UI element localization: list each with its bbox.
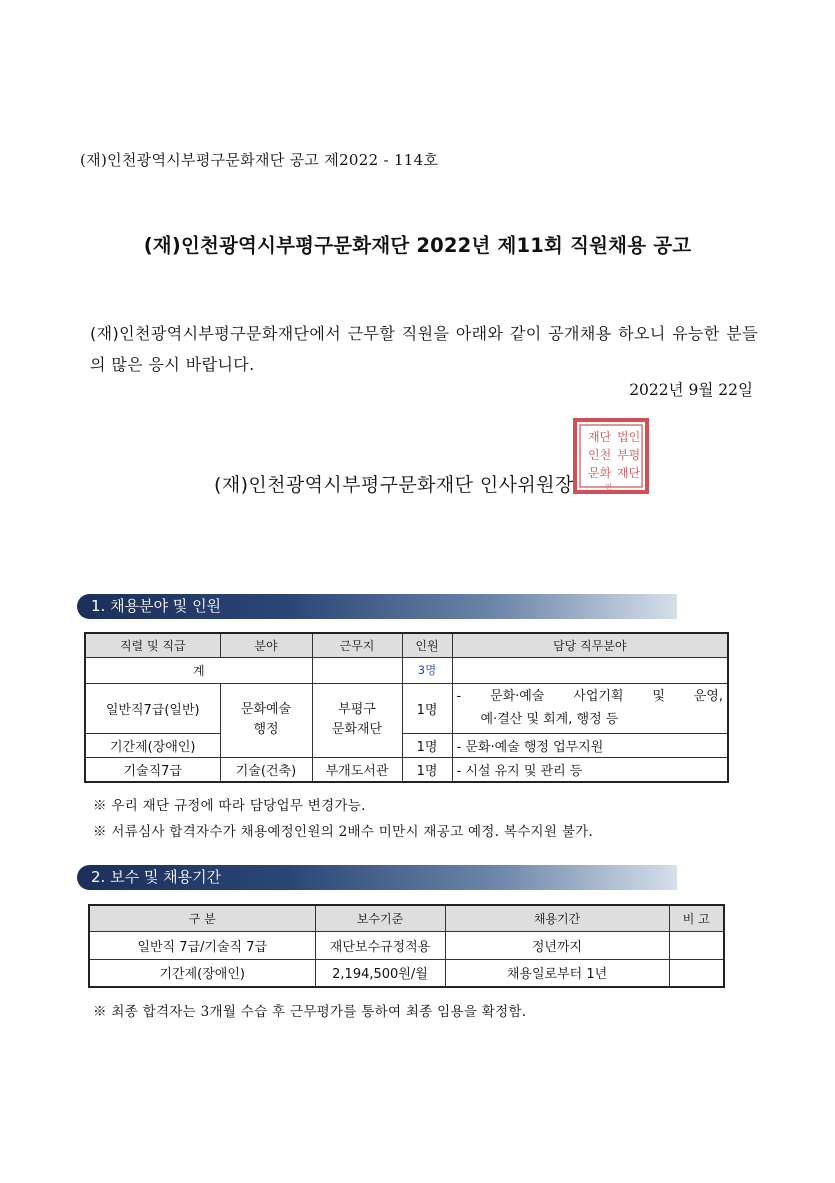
recruitment-table (84, 632, 729, 783)
seal-char: 문화 (588, 466, 612, 480)
row-pay: 2,194,500원/월 (315, 959, 445, 987)
row-type: 기간제(장애인) (89, 959, 315, 987)
section-heading-recruitment: 1. 채용분야 및 인원 (77, 594, 677, 619)
signer-name: (재)인천광역시부평구문화재단 인사위원장 (214, 474, 574, 496)
total-location (312, 657, 402, 683)
col-header-count: 인원 (402, 633, 452, 657)
seal-char: 재단 (588, 430, 612, 444)
total-duty (452, 657, 728, 683)
row-period: 채용일로부터 1년 (445, 959, 669, 987)
row-duty: - 시설 유지 및 관리 등 (452, 757, 728, 782)
col-header-remark: 비 고 (669, 905, 724, 931)
row-location: 부개도서관 (312, 757, 402, 782)
col-header-pay: 보수기준 (315, 905, 445, 931)
row-remark (669, 959, 724, 987)
seal-char: 부평 (617, 448, 641, 462)
notice-number: (재)인천광역시부평구문화재단 공고 제2022 - 114호 (80, 151, 439, 169)
row-count: 1명 (402, 757, 452, 782)
seal-char: 인천 (588, 448, 612, 462)
col-header-type: 구 분 (89, 905, 315, 931)
note: ※ 최종 합격자는 3개월 수습 후 근무평가를 통하여 최종 임용을 확정함. (93, 1004, 527, 1020)
row-grade: 기술직7급 (85, 757, 220, 782)
duty-line: 예·결산 및 회계, 행정 등 (480, 712, 619, 727)
col-header-location: 근무지 (312, 633, 402, 657)
announcement-title: (재)인천광역시부평구문화재단 2022년 제11회 직원채용 공고 (143, 234, 692, 257)
row-field: 문화예술 행정 (220, 683, 312, 757)
duty-line: - 문화·예술 사업기획 및 운영, (456, 689, 723, 704)
note: ※ 서류심사 합격자수가 채용예정인원의 2배수 미만시 재공고 예정. 복수지원 불가. (93, 824, 594, 840)
row-count: 1명 (402, 683, 452, 733)
col-header-grade: 직렬 및 직급 (85, 633, 220, 657)
col-header-period: 채용기간 (445, 905, 669, 931)
announcement-date: 2022년 9월 22일 (629, 381, 753, 399)
row-period: 정년까지 (445, 931, 669, 959)
row-pay: 재단보수규정적용 (315, 931, 445, 959)
section-heading-salary: 2. 보수 및 채용기간 (77, 865, 677, 890)
row-count: 1명 (402, 733, 452, 757)
col-header-duty: 담당 직무분야 (452, 633, 728, 657)
total-label: 계 (85, 657, 312, 683)
col-header-field: 분야 (220, 633, 312, 657)
note: ※ 우리 재단 규정에 따라 담당업무 변경가능. (93, 798, 366, 814)
seal-char: 인 (605, 483, 612, 491)
intro-paragraph: (재)인천광역시부평구문화재단에서 근무할 직원을 아래와 같이 공개채용 하오니 유능한 분들의 많은 응시 바랍니다. (90, 324, 758, 374)
row-duty (452, 683, 728, 733)
row-duty: - 문화·예술 행정 업무지원 (452, 733, 728, 757)
row-type: 일반직 7급/기술직 7급 (89, 931, 315, 959)
seal-char: 재단 (617, 466, 641, 480)
row-grade: 일반직7급(일반) (85, 683, 220, 733)
row-location: 부평구 문화재단 (312, 683, 402, 757)
row-field: 기술(건축) (220, 757, 312, 782)
row-remark (669, 931, 724, 959)
official-seal-stamp (572, 417, 650, 495)
seal-char: 법인 (617, 430, 641, 444)
salary-table (88, 904, 725, 988)
row-grade: 기간제(장애인) (85, 733, 220, 757)
total-count: 3명 (402, 657, 452, 683)
